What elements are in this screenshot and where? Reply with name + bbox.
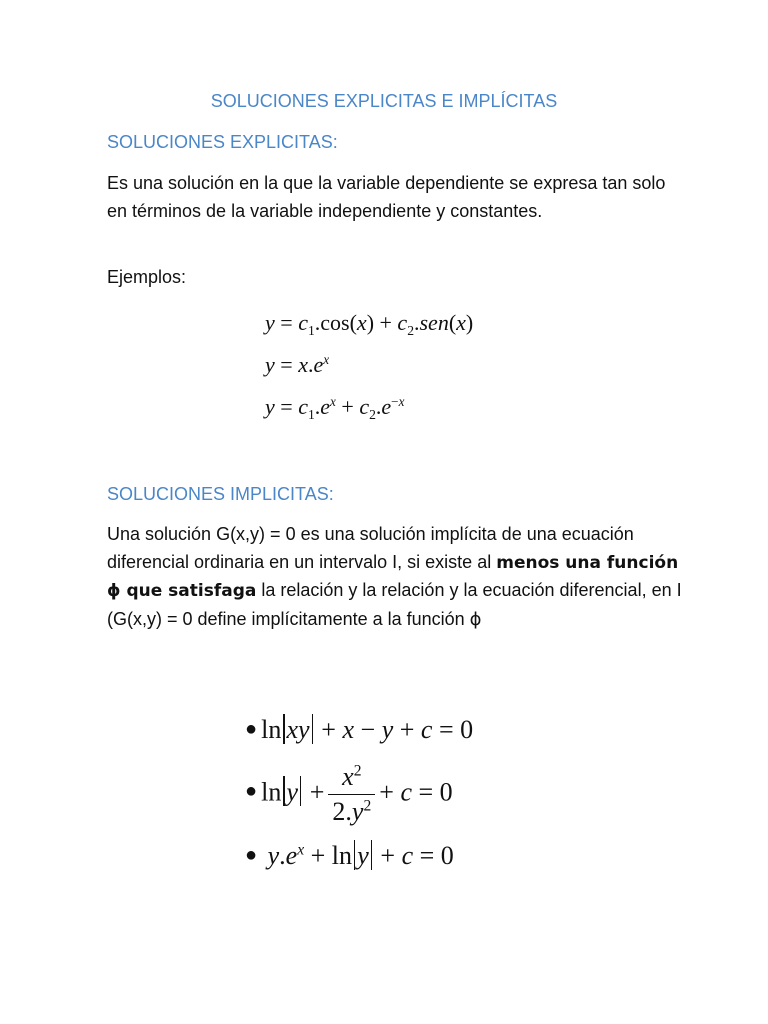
implicit-definition: [107, 521, 687, 633]
implicit-text-start: Una solución G(x,y) = 0 es una solución implícita de una ecuación diferencial ordinaria en un intervalo I, si existe al: [107, 524, 634, 572]
phi-symbol: ɸ: [469, 608, 482, 630]
explicit-heading: SOLUCIONES EXPLICITAS:: [107, 132, 338, 152]
bullet-icon: ●: [245, 780, 258, 803]
bullet-icon: ●: [245, 718, 258, 740]
bullet-icon: ●: [245, 844, 258, 866]
implicit-heading: SOLUCIONES IMPLICITAS:: [107, 484, 334, 504]
explicit-definition: Es una solución en la que la variable dependiente se expresa tan solo en términos de la variable independiente y constantes.: [107, 173, 666, 221]
explicit-equation-1: $y = c_1.\cos(x) + c_2.sen(x)$: [265, 310, 474, 338]
implicit-equation-3: ● $y.e^x + \ln y + c = 0$: [245, 841, 454, 870]
implicit-equation-2: ● ln y + $\frac{x^2}{2.y^2}$ + c = 0: [245, 760, 453, 829]
explicit-equation-3: $y = c_1.e^x + c_2.e^{-x}$: [265, 394, 405, 422]
fraction: $\frac{x^2}{2.y^2}$: [328, 760, 375, 829]
implicit-text-end: la relación y la relación y la ecuación diferencial, en I (G(x,y) = 0 define implícitamente a la función: [107, 580, 682, 629]
implicit-equation-1: ● ln xy + x − y + c = 0: [245, 715, 474, 744]
explicit-equation-2: $y = x.e^x$: [265, 352, 330, 377]
page-title: SOLUCIONES EXPLICITAS E IMPLÍCITAS: [210, 91, 558, 111]
examples-label: Ejemplos:: [107, 267, 187, 287]
implicit-text-bold: menos una función ɸ que satisfaga: [107, 552, 679, 601]
